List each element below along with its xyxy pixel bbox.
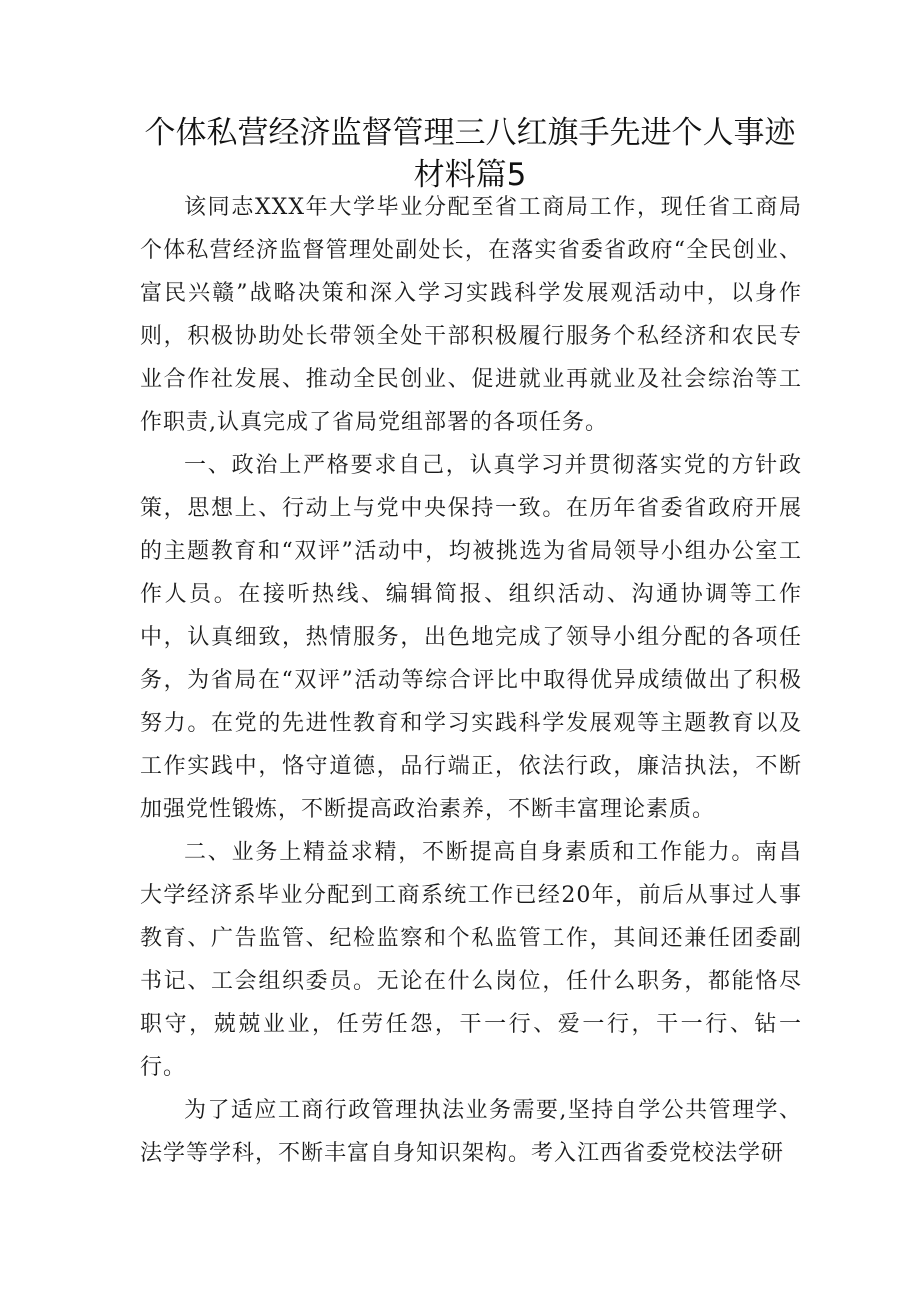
paragraph-study: 为了适应工商行政管理执法业务需要,坚持自学公共管理学、法学等学科，不断丰富自身知识架构。考入江西省委党校法学研: [140, 1098, 802, 1166]
paragraph-politics: 一、政治上严格要求自己，认真学习并贯彻落实党的方针政策，思想上、行动上与党中央保持一致。在历年省委省政府开展的主题教育和“双评”活动中，均被挑选为省局领导小组办公室工作人员。在接听热线、编辑简报、组织活动、沟通协调等工作中，认真细致，热情服务，出色地完成了领导小组分配的各项任务，为省局在“双评”活动等综合评比中取得优异成绩做出了积极努力。在党的先进性教育和学习实践科学发展观等主题教育以及工作实践中，恪守道德，品行端正，依法行政，廉洁执法，不断加强党性锻炼，不断提高政治素养，不断丰富理论素质。: [140, 453, 802, 822]
document-title: 个体私营经济监督管理三八红旗手先进个人事迹材料篇5: [144, 115, 796, 193]
paragraph-intro: 该同志XXX年大学毕业分配至省工商局工作，现任省工商局个体私营经济监督管理处副处长，在落实省委省政府“全民创业、富民兴赣”战略决策和深入学习实践科学发展观活动中，以身作则，积极协助处长带领全处干部积极履行服务个私经济和农民专业合作社发展、推动全民创业、促进就业再就业及社会综治等工作职责,认真完成了省局党组部署的各项任务。: [140, 195, 802, 435]
paragraph-business: 二、业务上精益求精，不断提高自身素质和工作能力。南昌大学经济系毕业分配到工商系统工作已经20年，前后从事过人事教育、广告监管、纪检监察和个私监管工作，其间还兼任团委副书记、工会组织委员。无论在什么岗位，任什么职务，都能恪尽职守，兢兢业业，任劳任怨，干一行、爱一行，干一行、钻一行。: [140, 840, 802, 1080]
document-body: [140, 186, 802, 1175]
